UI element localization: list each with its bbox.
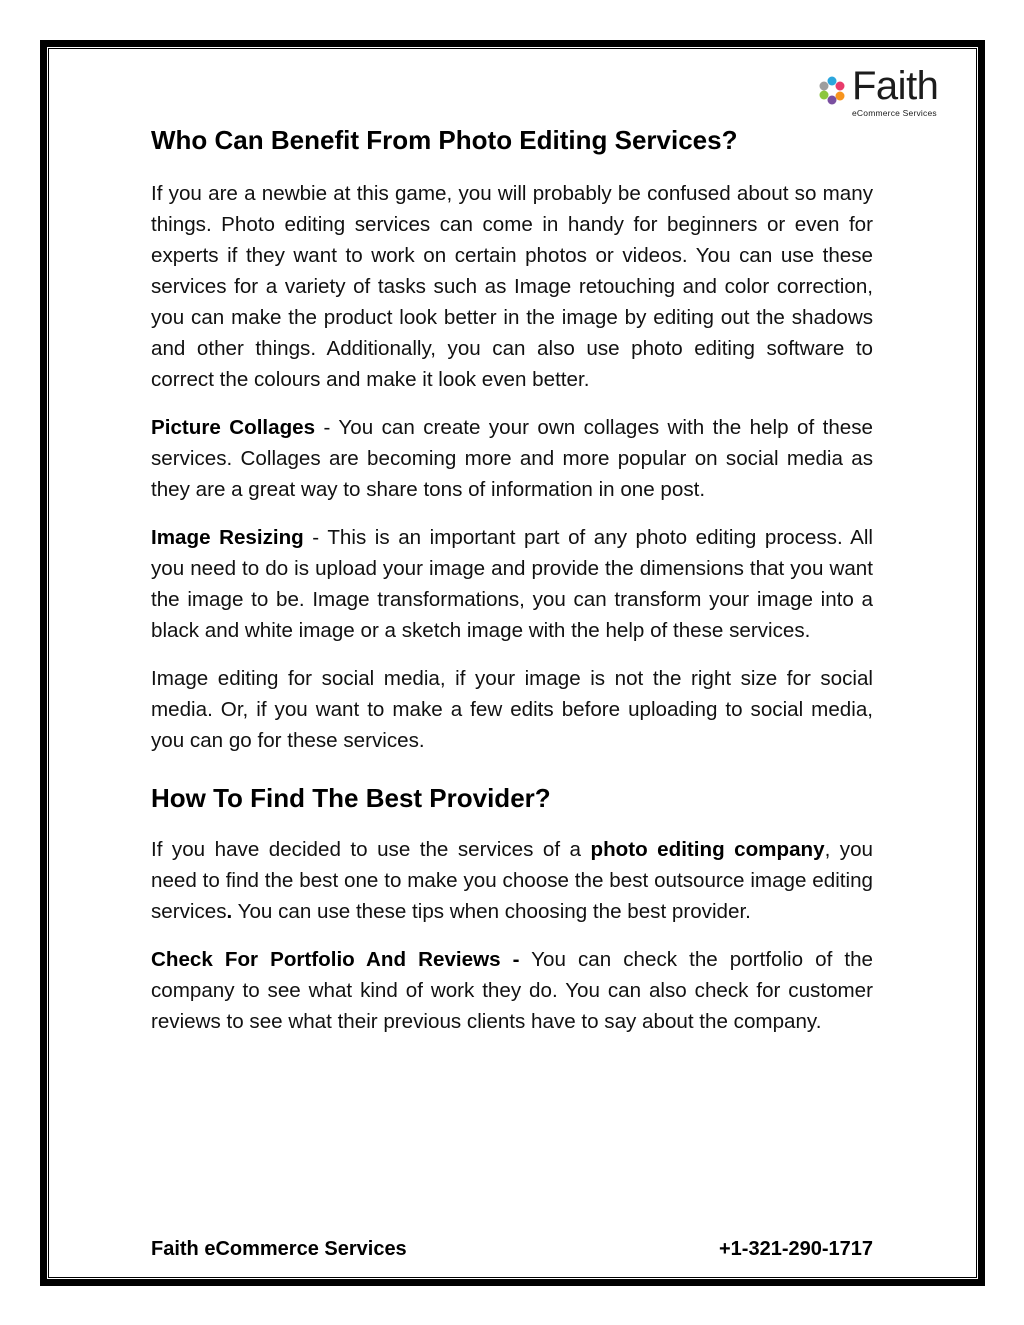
collages-paragraph [151,412,873,505]
section2-intro-end: You can use these tips when choosing the best provider. [232,900,751,923]
portfolio-paragraph [151,944,873,1037]
footer-company-name: Faith eCommerce Services [151,1238,407,1260]
social-media-paragraph: Image editing for social media, if your image is not the right size for social media. Or, if you want to make a few edits before uploading to social media, you can go for these services. [151,667,873,752]
resizing-label: Image Resizing [151,526,304,549]
portfolio-label: Check For Portfolio And Reviews - [151,948,520,971]
logo-wordmark: Faith [852,64,939,108]
section2-heading: How To Find The Best Provider? [151,783,551,813]
section1-intro-paragraph: If you are a newbie at this game, you will probably be confused about so many things. Photo editing services can come in handy for beginners or even for experts if they want to work on certain photos or videos. You can use these services for a variety of tasks such as Image retouching and color correction, you can make the product look better in the image by editing out the shadows and other things. Additionally, you can also use photo editing software to correct the colours and make it look even better. [151,182,873,391]
portfolio-text: You can check the portfolio of the company to see what kind of work they do. You can also check for customer reviews to see what their previous clients have to say about the company. [151,948,873,1033]
section2-intro-start: If you have decided to use the services of a [151,838,591,861]
section2-intro-middle: , you need to find the best one to make you choose the best outsource image editing services [151,838,873,923]
page-footer [151,1238,873,1266]
collages-label: Picture Collages [151,416,316,439]
resizing-text: - This is an important part of any photo editing process. All you need to do is upload your image and provide the dimensions that you want the image to be. Image transformations, you can transform your image into a black and white image or a sketch image with the help of these services. [151,526,873,642]
section1-heading: Who Can Benefit From Photo Editing Services? [151,125,738,155]
resizing-paragraph [151,522,873,646]
document-body [151,120,873,1037]
photo-editing-company-text: photo editing company [590,838,825,861]
section2-intro-paragraph [151,834,873,927]
section2-intro-dot: . [226,900,233,923]
collages-text: - You can create your own collages with the help of these services. Collages are becoming more and more popular on social media as they are a great way to share tons of information in one post. [151,416,873,501]
logo-tagline: eCommerce Services [852,108,937,118]
footer-phone-number: +1-321-290-1717 [718,1238,873,1260]
